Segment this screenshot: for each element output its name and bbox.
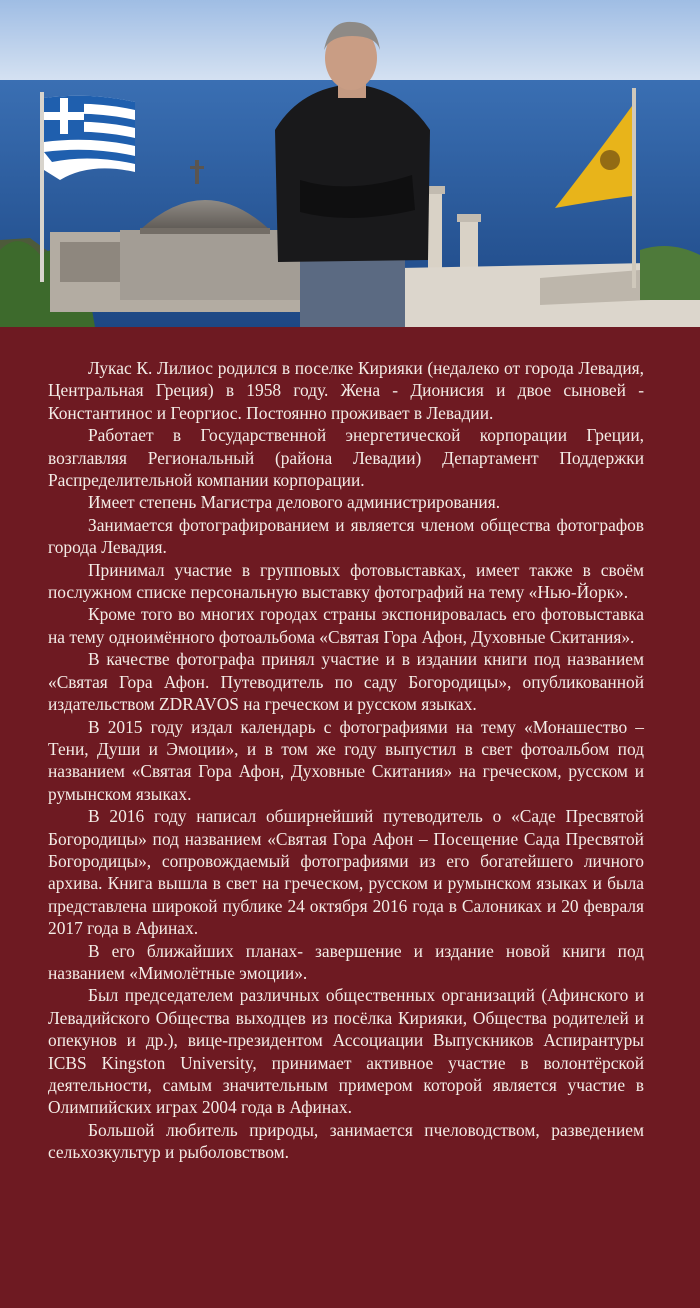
bio-paragraph-degree: Имеет степень Магистра делового администрирования. <box>88 492 501 513</box>
bio-paragraph-athos-exhibition: Кроме того во многих городах страны экспонировалась его фотовыставка на тему одноимённого фотоальбома «Святая Гора Афон, Духовные Скитания». <box>48 604 644 647</box>
jacket <box>275 84 430 262</box>
dome-cross <box>195 160 199 184</box>
bio-paragraph-guidebook: В качестве фотографа принял участие и в издании книги под названием «Святая Гора Афон. Путеводитель по саду Богородицы», опубликованной издательством ZDRAVOS на греческом и русском языках. <box>48 649 644 715</box>
flag-pole-left <box>40 92 44 282</box>
author-photo <box>0 0 700 327</box>
bio-paragraph-photography: Занимается фотографированием и является членом общества фотографов города Левадия. <box>48 514 644 558</box>
biography-text <box>48 357 644 1164</box>
greek-flag <box>44 96 135 180</box>
bio-paragraph-exhibitions: Принимал участие в групповых фотовыставках, имеет также в своём послужном списке персональную выставку фотографий на тему «Нью-Йорк». <box>48 559 644 603</box>
bio-paragraph-hobbies: Большой любитель природы, занимается пчеловодством, разведением сельхозкультур и рыболовством. <box>48 1119 644 1163</box>
bio-paragraph-work: Работает в Государственной энергетической корпорации Греции, возглавляя Региональный (района Левадии) Департамент Поддержки Распределительной компании корпорации. <box>48 425 644 491</box>
bio-paragraph-2016: В 2016 году написал обширнейший путеводитель о «Саде Пресвятой Богородицы» под названием «Святая Гора Афон – Посещение Сада Пресвятой Богородицы», сопровождаемый фотографиями из его богатейшего личного архива. Книга вышла в свет на греческом, русском и румынском языках и была представлена широкой публике 24 октября 2016 года в Салониках и 20 февраля 2017 года в Афинах. <box>48 806 644 939</box>
bio-paragraph-2015: В 2015 году издал календарь с фотографиями на тему «Монашество – Тени, Души и Эмоции», и в том же году выпустил в свет фотоальбом под названием «Святая Гора Афон, Духовные Скитания» на греческом, русском и румынском языках. <box>48 716 644 804</box>
chimney <box>428 190 442 270</box>
bio-paragraph-plans: В его ближайших планах- завершение и издание новой книги под названием «Мимолётные эмоции». <box>48 940 644 983</box>
bio-paragraph-birth: Лукас К. Лилиос родился в поселке Кирияки (недалеко от города Левадия, Центральная Греция) в 1958 году. Жена - Дионисия и двое сыновей - Константинос и Георгиос. Постоянно проживает в Левадии. <box>48 358 644 423</box>
trees-right <box>640 246 700 300</box>
flag-pole-right <box>632 88 636 288</box>
author-photo-illustration <box>0 0 700 327</box>
bio-paragraph-organizations: Был председателем различных общественных организаций (Афинского и Левадийского Общества выходцев из посёлка Кирияки, Общества родителей и опекунов и др.), вице-президентом Ассоциации Выпускников Аспирантуры ICBS Kingston University, принимает активное участие в волонтёрской деятельности, самым значительным примером которой является участие в Олимпийских играх 2004 года в Афинах. <box>48 985 644 1118</box>
biography-panel <box>0 327 700 1308</box>
